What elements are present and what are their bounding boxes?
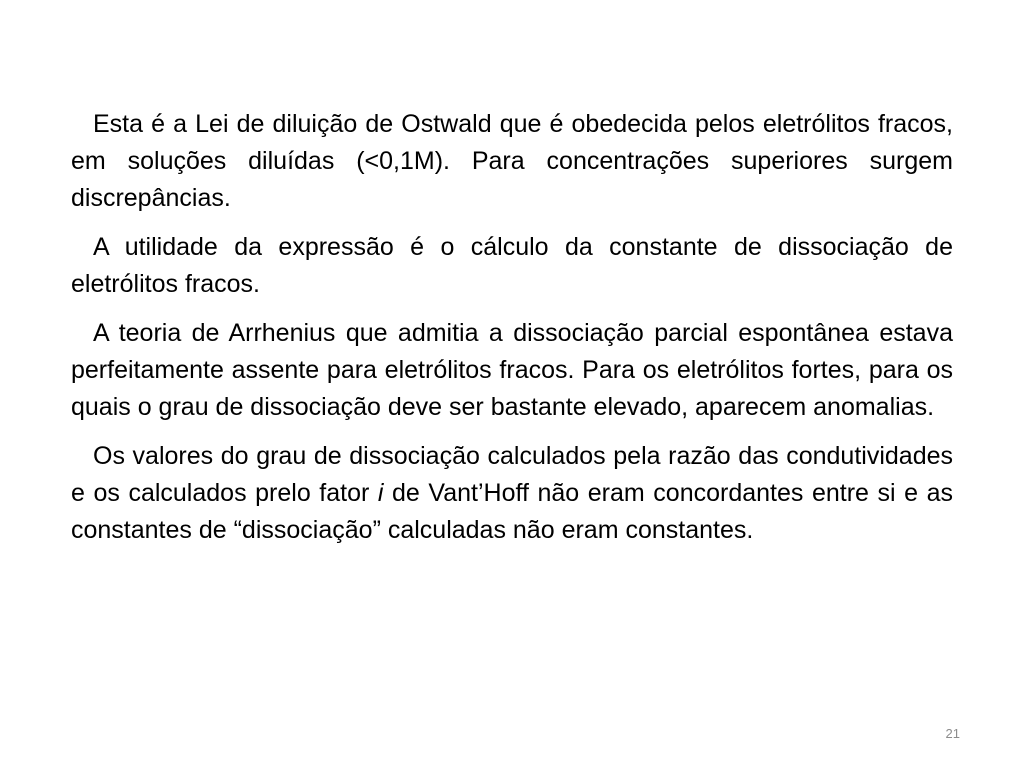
paragraph-text-part: de Vant’Hoff não eram concordantes entre si e as constantes de “dissociação” calculadas não eram constantes. xyxy=(71,479,953,544)
paragraph-ostwald-law: Esta é a Lei de diluição de Ostwald que é obedecida pelos eletrólitos fracos, em soluções diluídas (<0,1M). Para concentrações superiores surgem discrepâncias. xyxy=(71,110,953,212)
paragraph-arrhenius-theory: A teoria de Arrhenius que admitia a dissociação parcial espontânea estava perfeitamente assente para eletrólitos fracos. Para os eletrólitos fortes, para os quais o grau de dissociação deve ser bastante elevado, aparecem anomalias. xyxy=(71,319,953,421)
paragraph-dissociation-values xyxy=(71,438,953,549)
paragraph-text-part: Os valores do grau de dissociação calculados pela razão das condutividades e os calculados prelo fator xyxy=(71,442,953,507)
vant-hoff-factor-symbol: i xyxy=(377,479,384,507)
page-number: 21 xyxy=(945,726,960,741)
paragraph-expression-utility: A utilidade da expressão é o cálculo da constante de dissociação de eletrólitos fracos. xyxy=(71,233,953,298)
slide-body xyxy=(71,106,953,549)
